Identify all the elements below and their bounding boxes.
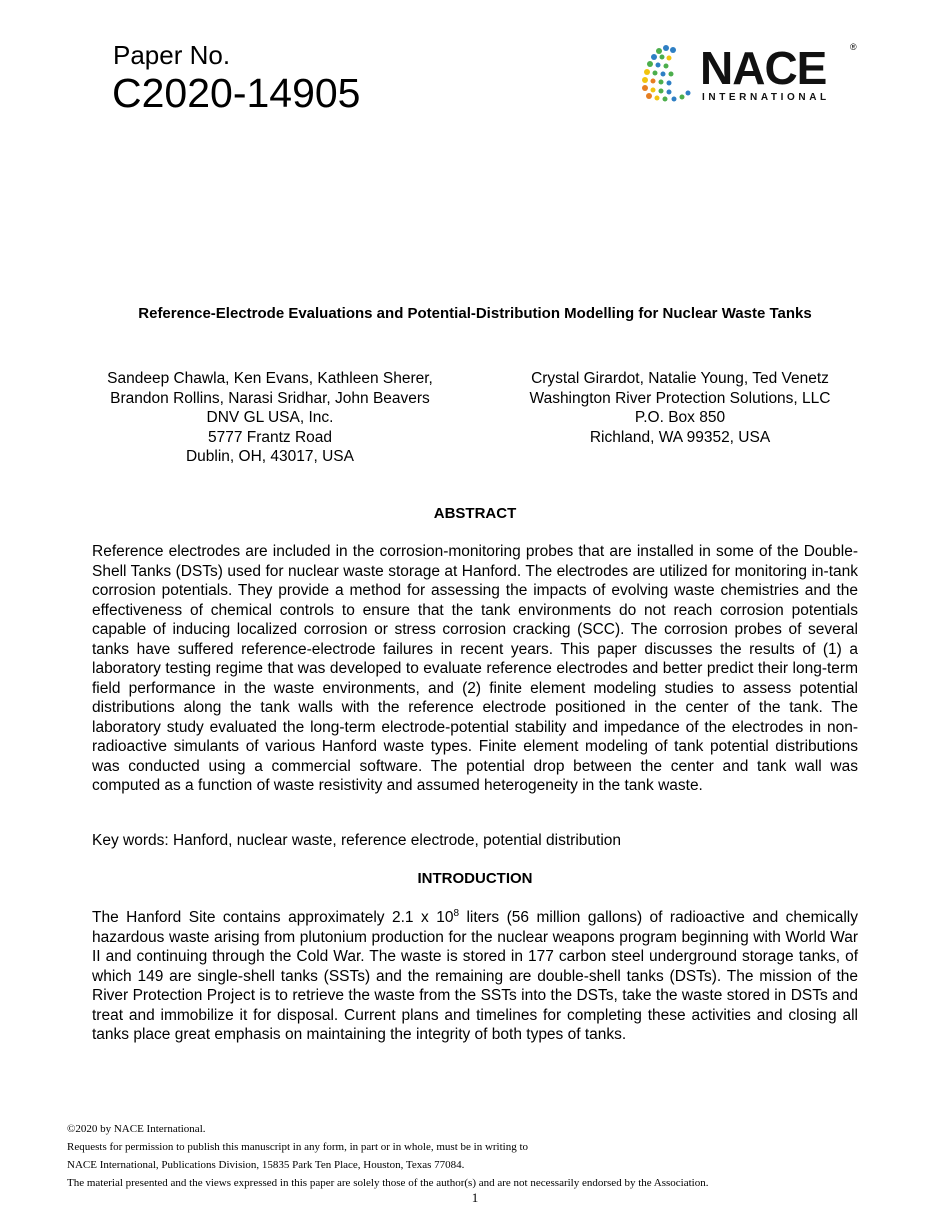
address-line: 5777 Frantz Road [207, 428, 333, 446]
intro-text-part: liters (56 million gallons) of radioactive and chemically hazardous waste arising from plutonium production for the nuclear weapons program beginning with World War II and continuing through the Cold War. The waste is stored in 177 carbon steel underground storage tanks, of which 149 are single-shell tanks (SSTs) and the remaining are double-shell tanks (DSTs). The mission of the River Protection Project is to retrieve the waste from the SSTs into the DSTs, take the waste stored in DSTs and treat and immobilize it for disposal. Current plans and timelines for completing these activities and closing all tanks place great emphasis on maintaining the integrity of both types of tanks. [92, 909, 858, 1043]
footer-line: ©2020 by NACE International. [67, 1123, 206, 1135]
superscript: 8 [453, 907, 459, 919]
address-line: P.O. Box 850 [634, 409, 726, 426]
address-line: Richland, WA 99352, USA [589, 428, 771, 446]
affiliation-line: Washington River Protection Solutions, LLC [529, 389, 831, 407]
footer-line: NACE International, Publications Division, 15835 Park Ten Place, Houston, Texas 77084. [67, 1159, 465, 1171]
abstract-text: Reference electrodes are included in the corrosion-monitoring probes that are installed in some of the Double-Shell Tanks (DSTs) used for nuclear waste storage at Hanford. The electrodes are utilized for monitoring in-tank corrosion potentials. They provide a method for assessing the impacts of evolving waste chemistries and the effectiveness of chemical controls to ensure that the tank environments do not reach corrosion potentials capable of inducing localized corrosion or stress corrosion cracking (SCC). The corrosion probes of several tanks have suffered reference-electrode failures in recent years. This paper discusses the results of (1) a laboratory testing regime that was developed to evaluate reference electrodes and better predict their long-term field performance in the waste environments, and (2) finite element modeling studies to assess potential distributions along the tank walls with the reference electrode positioned in the center of the tank. The laboratory study evaluated the long-term electrode-potential stability and impedance of the electrodes in non-radioactive simulants of various Hanford waste types. Finite element modeling of tank potential distributions was conducted using a commercial software. The potential drop between the center and tank wall was computed as a function of waste resistivity and assumed heterogeneity in the tank waste. [92, 543, 858, 794]
address-line: Dublin, OH, 43017, USA [185, 448, 354, 465]
author-line: Crystal Girardot, Natalie Young, Ted Venetz [531, 370, 829, 387]
copyright-footer [67, 1120, 708, 1192]
nace-logo-mark-icon [636, 42, 698, 106]
intro-text-part: The Hanford Site contains approximately 2.1 x 10 [92, 909, 454, 926]
paper-number-label: Paper No. [113, 40, 231, 70]
paper-title: Reference-Electrode Evaluations and Potential-Distribution Modelling for Nuclear Waste Tanks [138, 305, 812, 322]
footer-line: The material presented and the views expressed in this paper are solely those of the author(s) and are not necessarily endorsed by the Association. [67, 1177, 709, 1189]
authors-wrps [490, 369, 870, 447]
author-line: Sandeep Chawla, Ken Evans, Kathleen Sherer, [107, 370, 433, 387]
abstract-heading: ABSTRACT [433, 505, 517, 522]
keywords: Key words: Hanford, nuclear waste, reference electrode, potential distribution [92, 832, 622, 849]
logo-wordmark: NACE [700, 42, 827, 94]
affiliation-line: DNV GL USA, Inc. [206, 409, 334, 426]
introduction-heading: INTRODUCTION [417, 870, 533, 887]
nace-logo [636, 42, 858, 106]
footer-line: Requests for permission to publish this manuscript in any form, in part or in whole, must be in writing to [67, 1141, 529, 1153]
authors-dnv [80, 369, 460, 467]
introduction-text [92, 908, 858, 1045]
author-line: Brandon Rollins, Narasi Sridhar, John Beavers [110, 389, 430, 407]
paper-number: C2020-14905 [112, 70, 361, 116]
registered-mark: ® [850, 42, 857, 52]
page-number: 1 [471, 1190, 479, 1205]
logo-subtitle: INTERNATIONAL [702, 92, 830, 103]
